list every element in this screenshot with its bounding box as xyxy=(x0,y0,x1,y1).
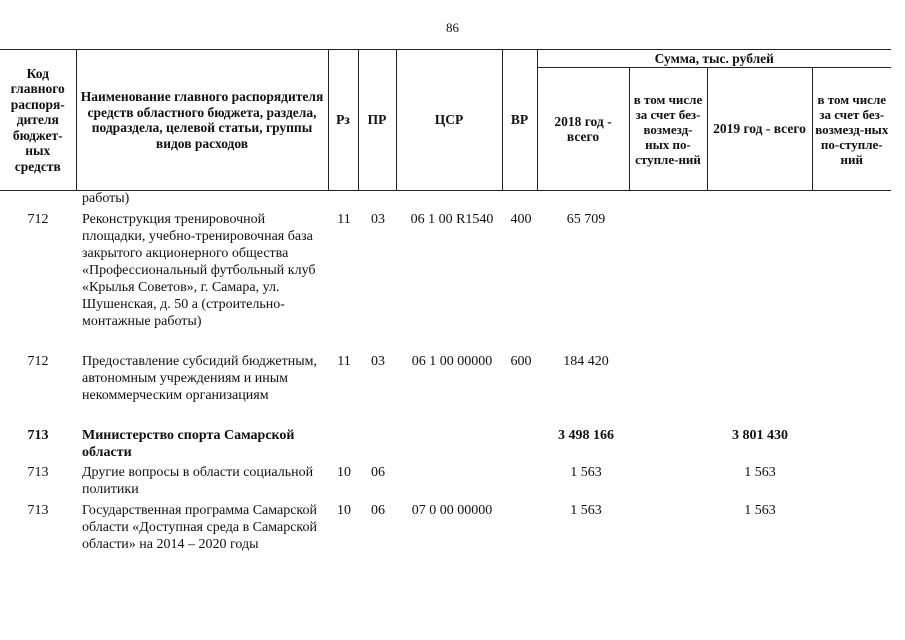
row-sum-2019: 1 563 xyxy=(744,465,776,480)
header-incl-2018: в том числе за счет без-возмезд-ных по-ступле-ний xyxy=(629,68,707,191)
table-row xyxy=(0,464,891,502)
header-vr: ВР xyxy=(502,50,537,191)
header-pr: ПР xyxy=(358,50,396,191)
row-sum-2018: 1 563 xyxy=(570,465,602,480)
row-sum-2018: 3 498 166 xyxy=(558,428,614,443)
row-sum-2018: 65 709 xyxy=(566,212,606,227)
row-name: Предоставление субсидий бюджетным, автономным учреждениям и иным некоммерческим организациям xyxy=(82,354,318,403)
table-header xyxy=(0,49,891,191)
row-sum-2019: 1 563 xyxy=(744,503,776,518)
row-name: Реконструкция тренировочной площадки, учебно-тренировочная база закрытого акционерного общества «Профессиональный футбольный клуб «Крылья Советов», г. Самара, ул. Шушенская, д. 50 а (строительно-монтажные работы) xyxy=(82,212,316,329)
table-row xyxy=(0,190,891,211)
row-code: 713 xyxy=(27,428,49,443)
row-rz: 11 xyxy=(337,354,351,369)
page-number: 86 xyxy=(446,20,459,35)
table-row xyxy=(0,353,891,427)
row-sum-2019: 3 801 430 xyxy=(732,428,788,443)
header-csr: ЦСР xyxy=(396,50,502,191)
table-row xyxy=(0,502,891,574)
row-pr: 06 xyxy=(371,503,385,518)
row-csr: 06 1 00 00000 xyxy=(411,354,493,369)
row-code: 713 xyxy=(27,503,49,518)
row-code: 712 xyxy=(27,212,49,227)
row-rz: 11 xyxy=(337,212,351,227)
row-rz: 10 xyxy=(337,503,351,518)
header-total-2019: 2019 год - всего xyxy=(707,68,812,191)
row-name: Государственная программа Самарской области «Доступная среда в Самарской области» на 2014 – 2020 годы xyxy=(82,503,318,552)
header-name: Наименование главного распорядителя средств областного бюджета, раздела, подраздела, целевой статьи, группы видов расходов xyxy=(76,50,328,191)
row-name: Министерство спорта Самарской области xyxy=(82,428,295,460)
row-csr: 06 1 00 R1540 xyxy=(410,212,494,227)
row-code: 713 xyxy=(27,465,49,480)
row-vr: 600 xyxy=(510,354,532,369)
row-pr: 06 xyxy=(371,465,385,480)
row-sum-2018: 184 420 xyxy=(563,354,609,369)
row-pr: 03 xyxy=(371,212,385,227)
row-name: Другие вопросы в области социальной политики xyxy=(82,465,314,497)
row-sum-2018: 1 563 xyxy=(570,503,602,518)
table-body xyxy=(0,190,891,574)
table-row xyxy=(0,427,891,464)
header-total-2018: 2018 год - всего xyxy=(537,68,629,191)
header-code: Код главного распоря-дителя бюджет-ных средств xyxy=(0,50,76,191)
row-code: 712 xyxy=(27,354,49,369)
header-sum: Сумма, тыс. рублей xyxy=(537,50,891,68)
row-name: работы) xyxy=(82,191,130,206)
table-row xyxy=(0,211,891,353)
row-pr: 03 xyxy=(371,354,385,369)
header-incl-2019: в том числе за счет без-возмезд-ных по-ступле-ний xyxy=(812,68,891,191)
row-rz: 10 xyxy=(337,465,351,480)
row-csr: 07 0 00 00000 xyxy=(411,503,493,518)
row-vr: 400 xyxy=(510,212,532,227)
header-rz: Рз xyxy=(328,50,358,191)
